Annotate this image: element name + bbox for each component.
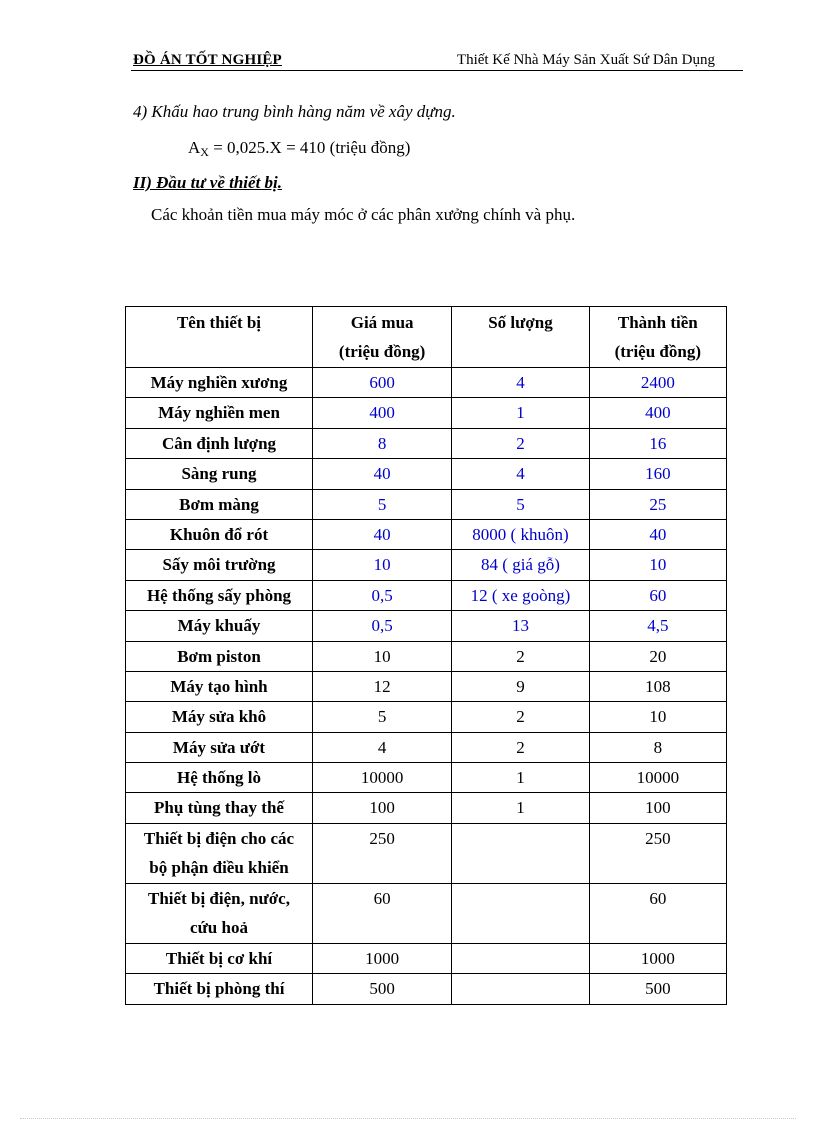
row-qty: 12 ( xe goòng) [452, 580, 589, 610]
header-right-title: Thiết Kế Nhà Máy Sản Xuất Sứ Dân Dụng [456, 52, 715, 68]
row-price: 60 [313, 883, 452, 943]
equipment-table [125, 306, 727, 1005]
row-total: 1000 [589, 943, 726, 973]
row-name: Bơm piston [126, 641, 313, 671]
row-qty: 8000 ( khuôn) [452, 519, 589, 549]
row-price: 5 [313, 702, 452, 732]
row-name: Máy khuấy [126, 611, 313, 641]
row-name: Máy nghiền xương [126, 368, 313, 398]
row-total: 160 [589, 459, 726, 489]
header-price: Giá mua (triệu đồng) [313, 307, 452, 368]
header-qty: Số lượng [452, 307, 589, 368]
table-row [126, 763, 727, 793]
row-qty: 1 [452, 793, 589, 823]
section-ii-heading: II) Đầu tư về thiết bị. [133, 173, 283, 192]
row-name: Hệ thống lò [126, 763, 313, 793]
row-name: Sấy môi trường [126, 550, 313, 580]
table-row [126, 943, 727, 973]
row-price: 0,5 [313, 611, 452, 641]
row-qty: 5 [452, 489, 589, 519]
row-name: Bơm màng [126, 489, 313, 519]
row-total: 60 [589, 883, 726, 943]
row-price: 4 [313, 732, 452, 762]
row-name: Cân định lượng [126, 428, 313, 458]
row-total: 250 [589, 823, 726, 883]
row-qty: 2 [452, 641, 589, 671]
row-total: 16 [589, 428, 726, 458]
row-total: 4,5 [589, 611, 726, 641]
row-price: 10 [313, 641, 452, 671]
row-price: 40 [313, 519, 452, 549]
row-total: 10 [589, 702, 726, 732]
row-price: 5 [313, 489, 452, 519]
table-row [126, 459, 727, 489]
row-price: 500 [313, 974, 452, 1004]
row-qty: 13 [452, 611, 589, 641]
row-qty: 2 [452, 702, 589, 732]
header-total: Thành tiền (triệu đồng) [589, 307, 726, 368]
row-price: 10 [313, 550, 452, 580]
table-row [126, 550, 727, 580]
row-qty [452, 823, 589, 883]
row-total: 10 [589, 550, 726, 580]
row-name: Hệ thống sấy phòng [126, 580, 313, 610]
table-row [126, 883, 727, 943]
row-total: 100 [589, 793, 726, 823]
table-row [126, 974, 727, 1004]
row-qty [452, 974, 589, 1004]
row-total: 400 [589, 398, 726, 428]
row-total: 25 [589, 489, 726, 519]
row-qty: 4 [452, 459, 589, 489]
row-name: Khuôn đổ rót [126, 519, 313, 549]
table-row [126, 793, 727, 823]
row-name: Máy nghiền men [126, 398, 313, 428]
row-name: Thiết bị điện, nước, cứu hoả [126, 883, 313, 943]
row-price: 600 [313, 368, 452, 398]
row-total: 2400 [589, 368, 726, 398]
row-price: 250 [313, 823, 452, 883]
row-qty [452, 943, 589, 973]
row-price: 10000 [313, 763, 452, 793]
header-name: Tên thiết bị [126, 307, 313, 368]
row-qty: 84 ( giá gỗ) [452, 550, 589, 580]
row-qty: 1 [452, 763, 589, 793]
table-header-row [126, 307, 727, 368]
table-row [126, 732, 727, 762]
row-price: 0,5 [313, 580, 452, 610]
table-row [126, 428, 727, 458]
table-row [126, 368, 727, 398]
formula-a: A [188, 138, 201, 157]
table-row [126, 519, 727, 549]
row-qty: 9 [452, 671, 589, 701]
table-row [126, 489, 727, 519]
row-qty [452, 883, 589, 943]
formula-rest: = 0,025.X = 410 (triệu đồng) [208, 138, 411, 157]
section-4-heading: 4) Khấu hao trung bình hàng năm về xây dựng. [133, 102, 456, 121]
row-qty: 4 [452, 368, 589, 398]
table-row [126, 611, 727, 641]
row-qty: 2 [452, 732, 589, 762]
row-total: 108 [589, 671, 726, 701]
row-total: 10000 [589, 763, 726, 793]
row-name: Máy sửa khô [126, 702, 313, 732]
row-price: 400 [313, 398, 452, 428]
page-header [131, 50, 743, 71]
row-total: 20 [589, 641, 726, 671]
table-row [126, 398, 727, 428]
row-total: 500 [589, 974, 726, 1004]
row-name: Thiết bị điện cho các bộ phận điều khiển [126, 823, 313, 883]
section-ii-intro: Các khoản tiền mua máy móc ở các phân xưởng chính và phụ. [151, 205, 576, 224]
row-name: Thiết bị cơ khí [126, 943, 313, 973]
table-row [126, 702, 727, 732]
row-total: 8 [589, 732, 726, 762]
row-name: Sàng rung [126, 459, 313, 489]
table-row [126, 641, 727, 671]
row-price: 12 [313, 671, 452, 701]
row-qty: 2 [452, 428, 589, 458]
row-total: 40 [589, 519, 726, 549]
row-price: 1000 [313, 943, 452, 973]
page-bottom-divider [20, 1118, 796, 1119]
row-name: Thiết bị phòng thí [126, 974, 313, 1004]
row-name: Máy sửa ướt [126, 732, 313, 762]
header-left-title: ĐỒ ÁN TỐT NGHIỆP [133, 52, 282, 68]
row-price: 8 [313, 428, 452, 458]
formula-subscript: X [200, 145, 209, 159]
table-row [126, 823, 727, 883]
depreciation-formula [188, 138, 410, 160]
row-qty: 1 [452, 398, 589, 428]
table-row [126, 580, 727, 610]
row-name: Máy tạo hình [126, 671, 313, 701]
row-name: Phụ tùng thay thế [126, 793, 313, 823]
row-total: 60 [589, 580, 726, 610]
row-price: 40 [313, 459, 452, 489]
row-price: 100 [313, 793, 452, 823]
table-row [126, 671, 727, 701]
